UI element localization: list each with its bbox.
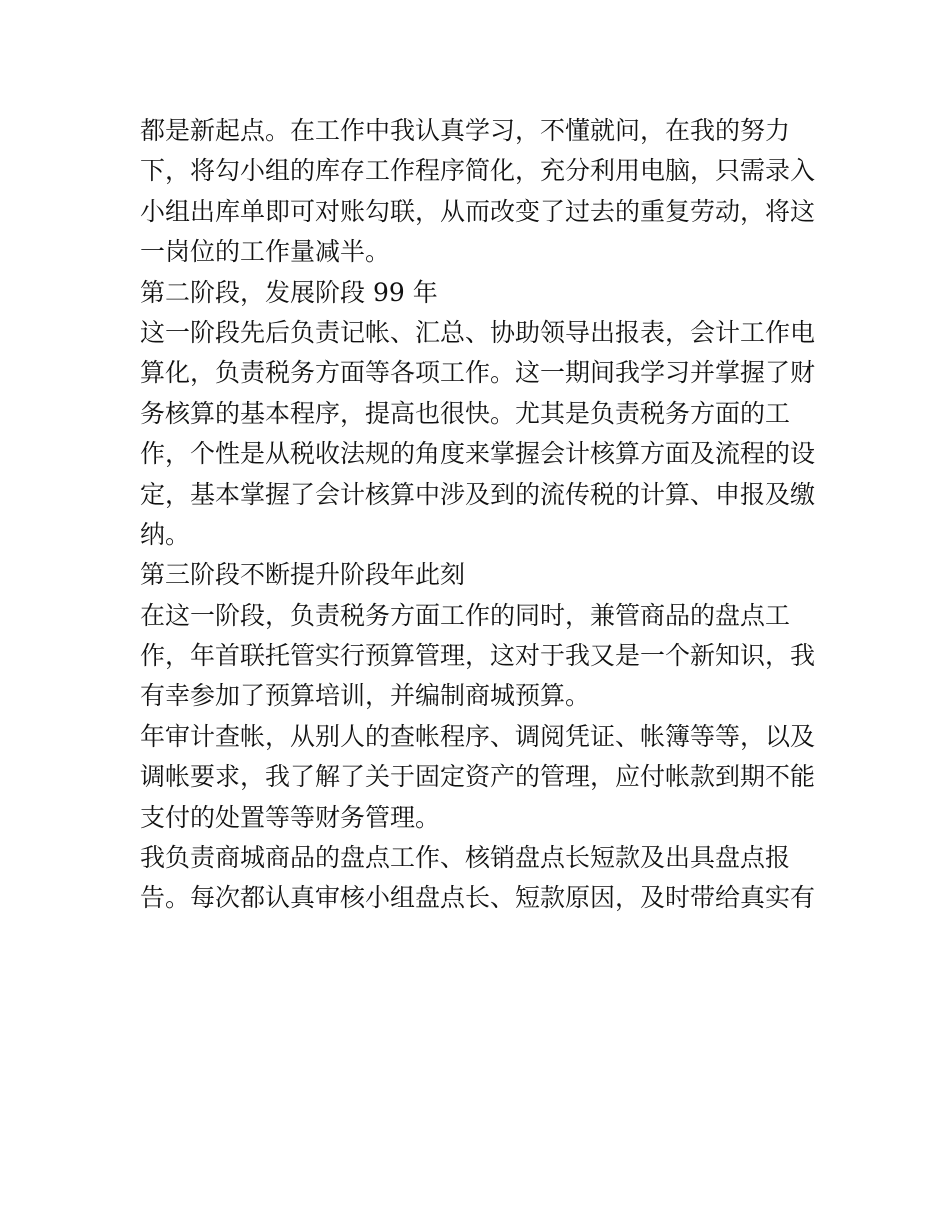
- section-heading: 第二阶段，发展阶段 99 年: [140, 277, 438, 307]
- text-line: 这一阶段先后负责记帐、汇总、协助领导出报表，会计工作电: [140, 317, 816, 347]
- text-line: 支付的处置等等财务管理。: [140, 802, 441, 832]
- text-line: 作，年首联托管实行预算管理，这对于我又是一个新知识，我: [140, 641, 816, 671]
- text-line: 定，基本掌握了会计核算中涉及到的流传税的计算、申报及缴: [140, 479, 816, 509]
- text-line: 在这一阶段，负责税务方面工作的同时，兼管商品的盘点工: [140, 600, 791, 630]
- text-line: 我负责商城商品的盘点工作、核销盘点长短款及出具盘点报: [140, 843, 791, 873]
- text-line: 有幸参加了预算培训，并编制商城预算。: [140, 681, 591, 711]
- text-line: 年审计查帐，从别人的查帐程序、调阅凭证、帐簿等等，以及: [140, 721, 816, 751]
- document-body: [140, 111, 820, 919]
- text-line: 务核算的基本程序，提高也很快。尤其是负责税务方面的工: [140, 398, 791, 428]
- text-line: 算化，负责税务方面等各项工作。这一期间我学习并掌握了财: [140, 358, 816, 388]
- text-line: 一岗位的工作量减半。: [140, 237, 391, 267]
- text-line: 都是新起点。在工作中我认真学习，不懂就问，在我的努力: [140, 116, 791, 145]
- text-line: 下，将勾小组的库存工作程序简化，充分利用电脑，只需录入: [140, 156, 816, 186]
- text-line: 小组出库单即可对账勾联，从而改变了过去的重复劳动，将这: [140, 196, 816, 226]
- text-line: 告。每次都认真审核小组盘点长、短款原因，及时带给真实有: [140, 883, 816, 913]
- text-line: 作，个性是从税收法规的角度来掌握会计核算方面及流程的设: [140, 439, 816, 469]
- section-heading: 第三阶段不断提升阶段年此刻: [140, 560, 466, 590]
- text-line: 调帐要求，我了解了关于固定资产的管理，应付帐款到期不能: [140, 762, 816, 792]
- text-line: 纳。: [140, 519, 191, 549]
